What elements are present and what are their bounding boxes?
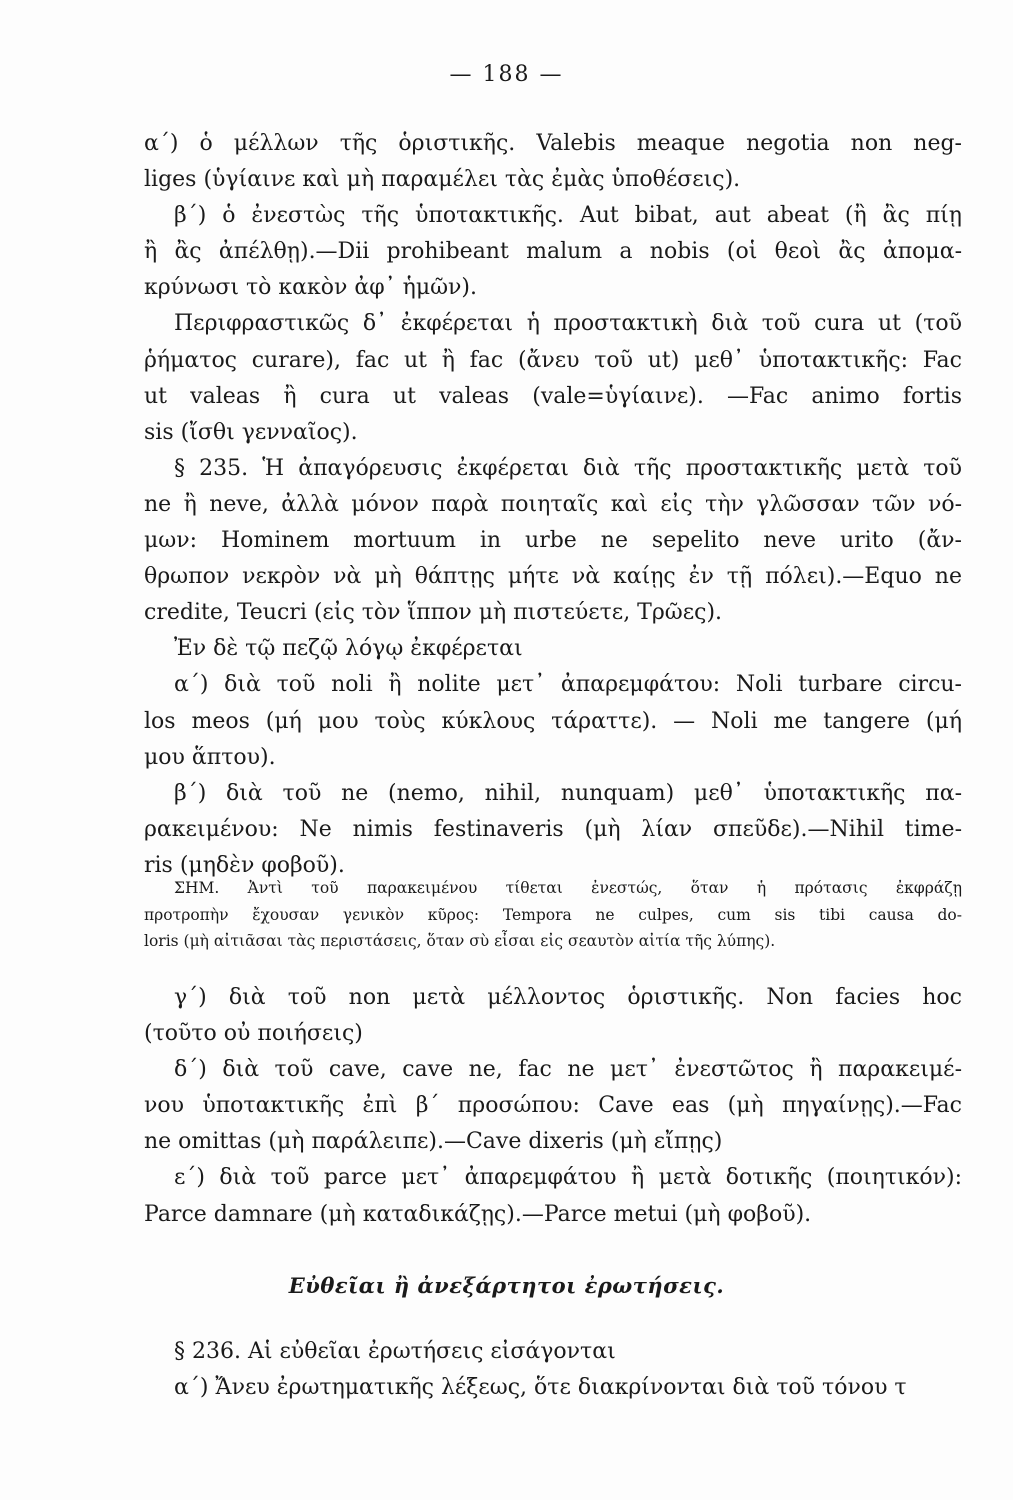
note-line: loris (μὴ αἰτιᾶσαι τὰς περιστάσεις, ὅταν σὺ εἶσαι εἰς σεαυτὸν αἰτία τῆς λύπης). [144,932,776,950]
text-line: ἢ ἂς ἀπέλθῃ).—Dii prohibeant malum a nobis (οἱ θεοὶ ἂς ἀπομα- [144,239,962,265]
text-line: ne omittas (μὴ παράλειπε).—Cave dixeris (μὴ εἴπῃς) [144,1129,723,1155]
text-line: ne ἢ neve, ἀλλὰ μόνον παρὰ ποιηταῖς καὶ εἰς τὴν γλῶσσαν τῶν νό- [144,491,962,517]
section-heading: Εὐθεῖαι ἢ ἀνεξάρτητοι ἐρωτήσεις. [288,1273,725,1298]
text-line: Περιφραστικῶς δ᾽ ἐκφέρεται ἡ προστακτικὴ διὰ τοῦ cura ut (τοῦ [174,311,962,337]
text-line: β΄) ὁ ἐνεστὼς τῆς ὑποτακτικῆς. Aut bibat, aut abeat (ἢ ἂς πίῃ [174,203,962,229]
text-line: liges (ὑγίαινε καὶ μὴ παραμέλει τὰς ἐμὰς ὑποθέσεις). [144,167,741,193]
text-line: δ΄) διὰ τοῦ cave, cave ne, fac ne μετ᾽ ἐνεστῶτος ἢ παρακειμέ- [174,1057,962,1083]
text-line: Parce damnare (μὴ καταδικάζῃς).—Parce metui (μὴ φοβοῦ). [144,1201,812,1227]
text-line: α΄) Ἄνευ ἐρωτηματικῆς λέξεως, ὅτε διακρίνονται διὰ τοῦ τόνου τ [174,1375,907,1401]
text-line: (τοῦτο οὐ ποιήσεις) [144,1021,363,1047]
note-block [144,875,962,955]
text-line: α΄) διὰ τοῦ noli ἢ nolite μετ᾽ ἀπαρεμφάτου: Noli turbare circu- [174,672,962,698]
section-235-line: § 235. Ἡ ἀπαγόρευσις ἐκφέρεται διὰ τῆς προστακτικῆς μετὰ τοῦ [174,455,962,481]
text-line: Ἐν δὲ τῷ πεζῷ λόγῳ ἐκφέρεται [174,636,523,662]
text-line: α΄) ὁ μέλλων τῆς ὁριστικῆς. Valebis meaque negotia non neg- [144,131,962,156]
text-line: μου ἅπτου). [144,744,276,770]
text-line: credite, Teucri (εἰς τὸν ἵππον μὴ πιστεύετε, Τρῶες). [144,600,723,626]
text-line: θρωπον νεκρὸν νὰ μὴ θάπτῃς μήτε νὰ καίῃς ἐν τῇ πόλει).—Equo ne [144,564,962,590]
text-line: μων: Hominem mortuum in urbe ne sepelito neve urito (ἄν- [144,528,962,554]
note-line: ΣΗΜ. Ἀντὶ τοῦ παρακειμένου τίθεται ἐνεστώς, ὅταν ἡ πρότασις ἐκφράζῃ [174,879,962,897]
text-line: ε΄) διὰ τοῦ parce μετ᾽ ἀπαρεμφάτου ἢ μετὰ δοτικῆς (ποιητικόν): [174,1165,962,1191]
text-line: sis (ἴσθι γενναῖος). [144,419,358,445]
page-number: — 188 — [449,62,564,87]
text-line: ut valeas ἢ cura ut valeas (vale=ὑγίαινε). —Fac animo fortis [144,383,962,409]
text-line: κρύνωσι τὸ κακὸν ἀφ᾽ ἡμῶν). [144,275,478,301]
text-line: γ΄) διὰ τοῦ non μετὰ μέλλοντος ὁριστικῆς. Non facies hoc [174,985,962,1010]
section-236-line: § 236. Αἱ εὐθεῖαι ἐρωτήσεις εἰσάγονται [174,1339,616,1364]
body-text-section-2 [144,980,962,1233]
text-line: β΄) διὰ τοῦ ne (nemo, nihil, nunquam) μεθ᾽ ὑποτακτικῆς πα- [174,780,962,806]
text-line: los meos (μή μου τοὺς κύκλους τάραττε). — Noli me tangere (μή [144,708,962,734]
body-text-section-1 [144,126,962,884]
note-line: προτροπὴν ἔχουσαν γενικὸν κῦρος: Tempora ne culpes, cum sis tibi causa do- [144,905,962,924]
text-line: νου ὑποτακτικῆς ἐπὶ β΄ προσώπου: Cave eas (μὴ πηγαίνῃς).—Fac [144,1093,962,1119]
body-text-section-3 [144,1334,962,1406]
text-line: ris (μηδὲν φοβοῦ). [144,852,345,878]
text-line: ῥήματος curare), fac ut ἢ fac (ἄνευ τοῦ ut) μεθ᾽ ὑποτακτικῆς: Fac [144,347,962,373]
text-line: ρακειμένου: Ne nimis festinaveris (μὴ λίαν σπεῦδε).—Nihil time- [144,816,962,842]
